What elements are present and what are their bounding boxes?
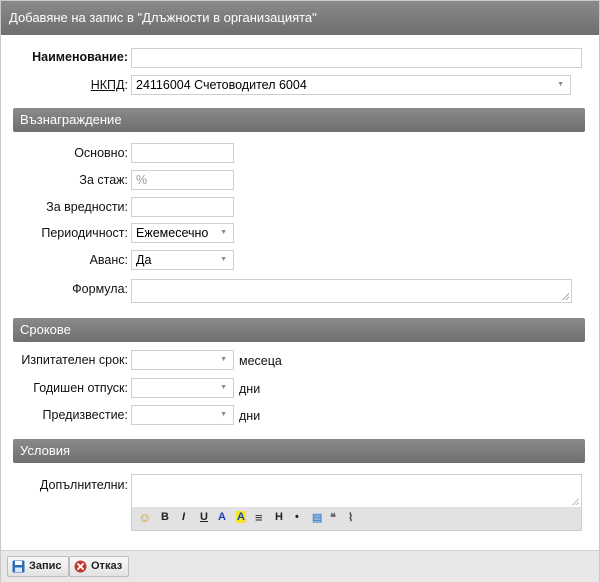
periodicity-select[interactable] [131, 223, 234, 243]
save-label: Запис [29, 560, 62, 572]
probation-select[interactable] [131, 350, 234, 370]
chevron-down-icon: ▼ [220, 356, 227, 363]
hazard-input[interactable] [131, 197, 234, 217]
advance-select[interactable] [131, 250, 234, 270]
additional-row [1, 475, 128, 497]
notice-select[interactable] [131, 405, 234, 425]
name-row [1, 47, 128, 69]
floppy-disk-icon [12, 560, 25, 573]
probation-label: Изпитателен срок: [21, 353, 128, 367]
attachment-icon[interactable]: ⌇ [348, 512, 354, 524]
nkpd-selected-value: 24116004 Счетоводител 6004 [136, 78, 307, 92]
cancel-label: Отказ [91, 560, 123, 572]
probation-row [1, 350, 128, 372]
annual-leave-select[interactable] [131, 378, 234, 398]
periodicity-selected-value: Ежемесечно [136, 226, 209, 240]
advance-label: Аванс: [89, 253, 128, 267]
notice-row [1, 405, 128, 427]
font-color-button[interactable]: A [218, 511, 226, 523]
chevron-down-icon: ▼ [220, 384, 227, 391]
bullet-list-icon[interactable]: • [295, 511, 299, 523]
formula-row [1, 279, 128, 301]
probation-unit: месеца [239, 354, 282, 368]
additional-label: Допълнителни: [39, 478, 128, 492]
quote-icon[interactable]: ❝ [330, 512, 336, 524]
heading-button[interactable]: H [275, 511, 283, 523]
underline-button[interactable]: U [200, 511, 208, 523]
periodicity-label: Периодичност: [41, 226, 128, 240]
basic-input[interactable] [131, 143, 234, 163]
close-icon [74, 560, 87, 573]
seniority-input[interactable] [131, 170, 234, 190]
chevron-down-icon: ▼ [220, 411, 227, 418]
seniority-row [1, 170, 128, 192]
chevron-down-icon: ▼ [557, 81, 564, 88]
dialog-title: Добавяне на запис в "Длъжности в организацията" [1, 1, 599, 35]
annual-leave-label: Годишен отпуск: [33, 381, 128, 395]
highlight-button[interactable]: A [237, 511, 245, 523]
hazard-label: За вредности: [46, 200, 128, 214]
emoji-icon[interactable]: ☺ [138, 510, 152, 525]
nkpd-row [1, 75, 128, 97]
hazard-row [1, 197, 128, 219]
dialog-footer [1, 550, 599, 582]
annual-leave-unit: дни [239, 382, 261, 396]
nkpd-select[interactable] [131, 75, 571, 95]
chevron-down-icon: ▼ [220, 256, 227, 263]
cancel-button[interactable] [69, 556, 129, 577]
annual-leave-row [1, 378, 128, 400]
section-terms: Срокове [13, 318, 585, 342]
additional-textarea[interactable] [131, 474, 582, 508]
notice-label: Предизвестие: [42, 408, 128, 422]
name-input[interactable] [131, 48, 582, 68]
periodicity-row [1, 223, 128, 245]
italic-button[interactable]: I [182, 511, 186, 523]
table-icon[interactable]: ▤ [312, 512, 323, 524]
section-conditions: Условия [13, 439, 585, 463]
basic-row [1, 143, 128, 165]
resize-grip-icon[interactable] [562, 293, 569, 300]
formula-label: Формула: [72, 282, 128, 296]
align-left-icon[interactable]: ≡ [255, 510, 263, 525]
advance-row [1, 250, 128, 272]
save-button[interactable] [7, 556, 69, 577]
notice-unit: дни [239, 409, 261, 423]
seniority-label: За стаж: [79, 173, 128, 187]
formula-textarea[interactable] [131, 279, 572, 303]
section-remuneration: Възнаграждение [13, 108, 585, 132]
basic-label: Основно: [74, 146, 128, 160]
advance-selected-value: Да [136, 253, 152, 267]
nkpd-label: НКПД: [90, 78, 128, 92]
name-label: Наименование: [32, 50, 128, 64]
resize-grip-icon[interactable] [572, 498, 579, 505]
rich-text-toolbar [131, 507, 582, 531]
chevron-down-icon: ▼ [220, 229, 227, 236]
bold-button[interactable]: B [161, 511, 169, 523]
